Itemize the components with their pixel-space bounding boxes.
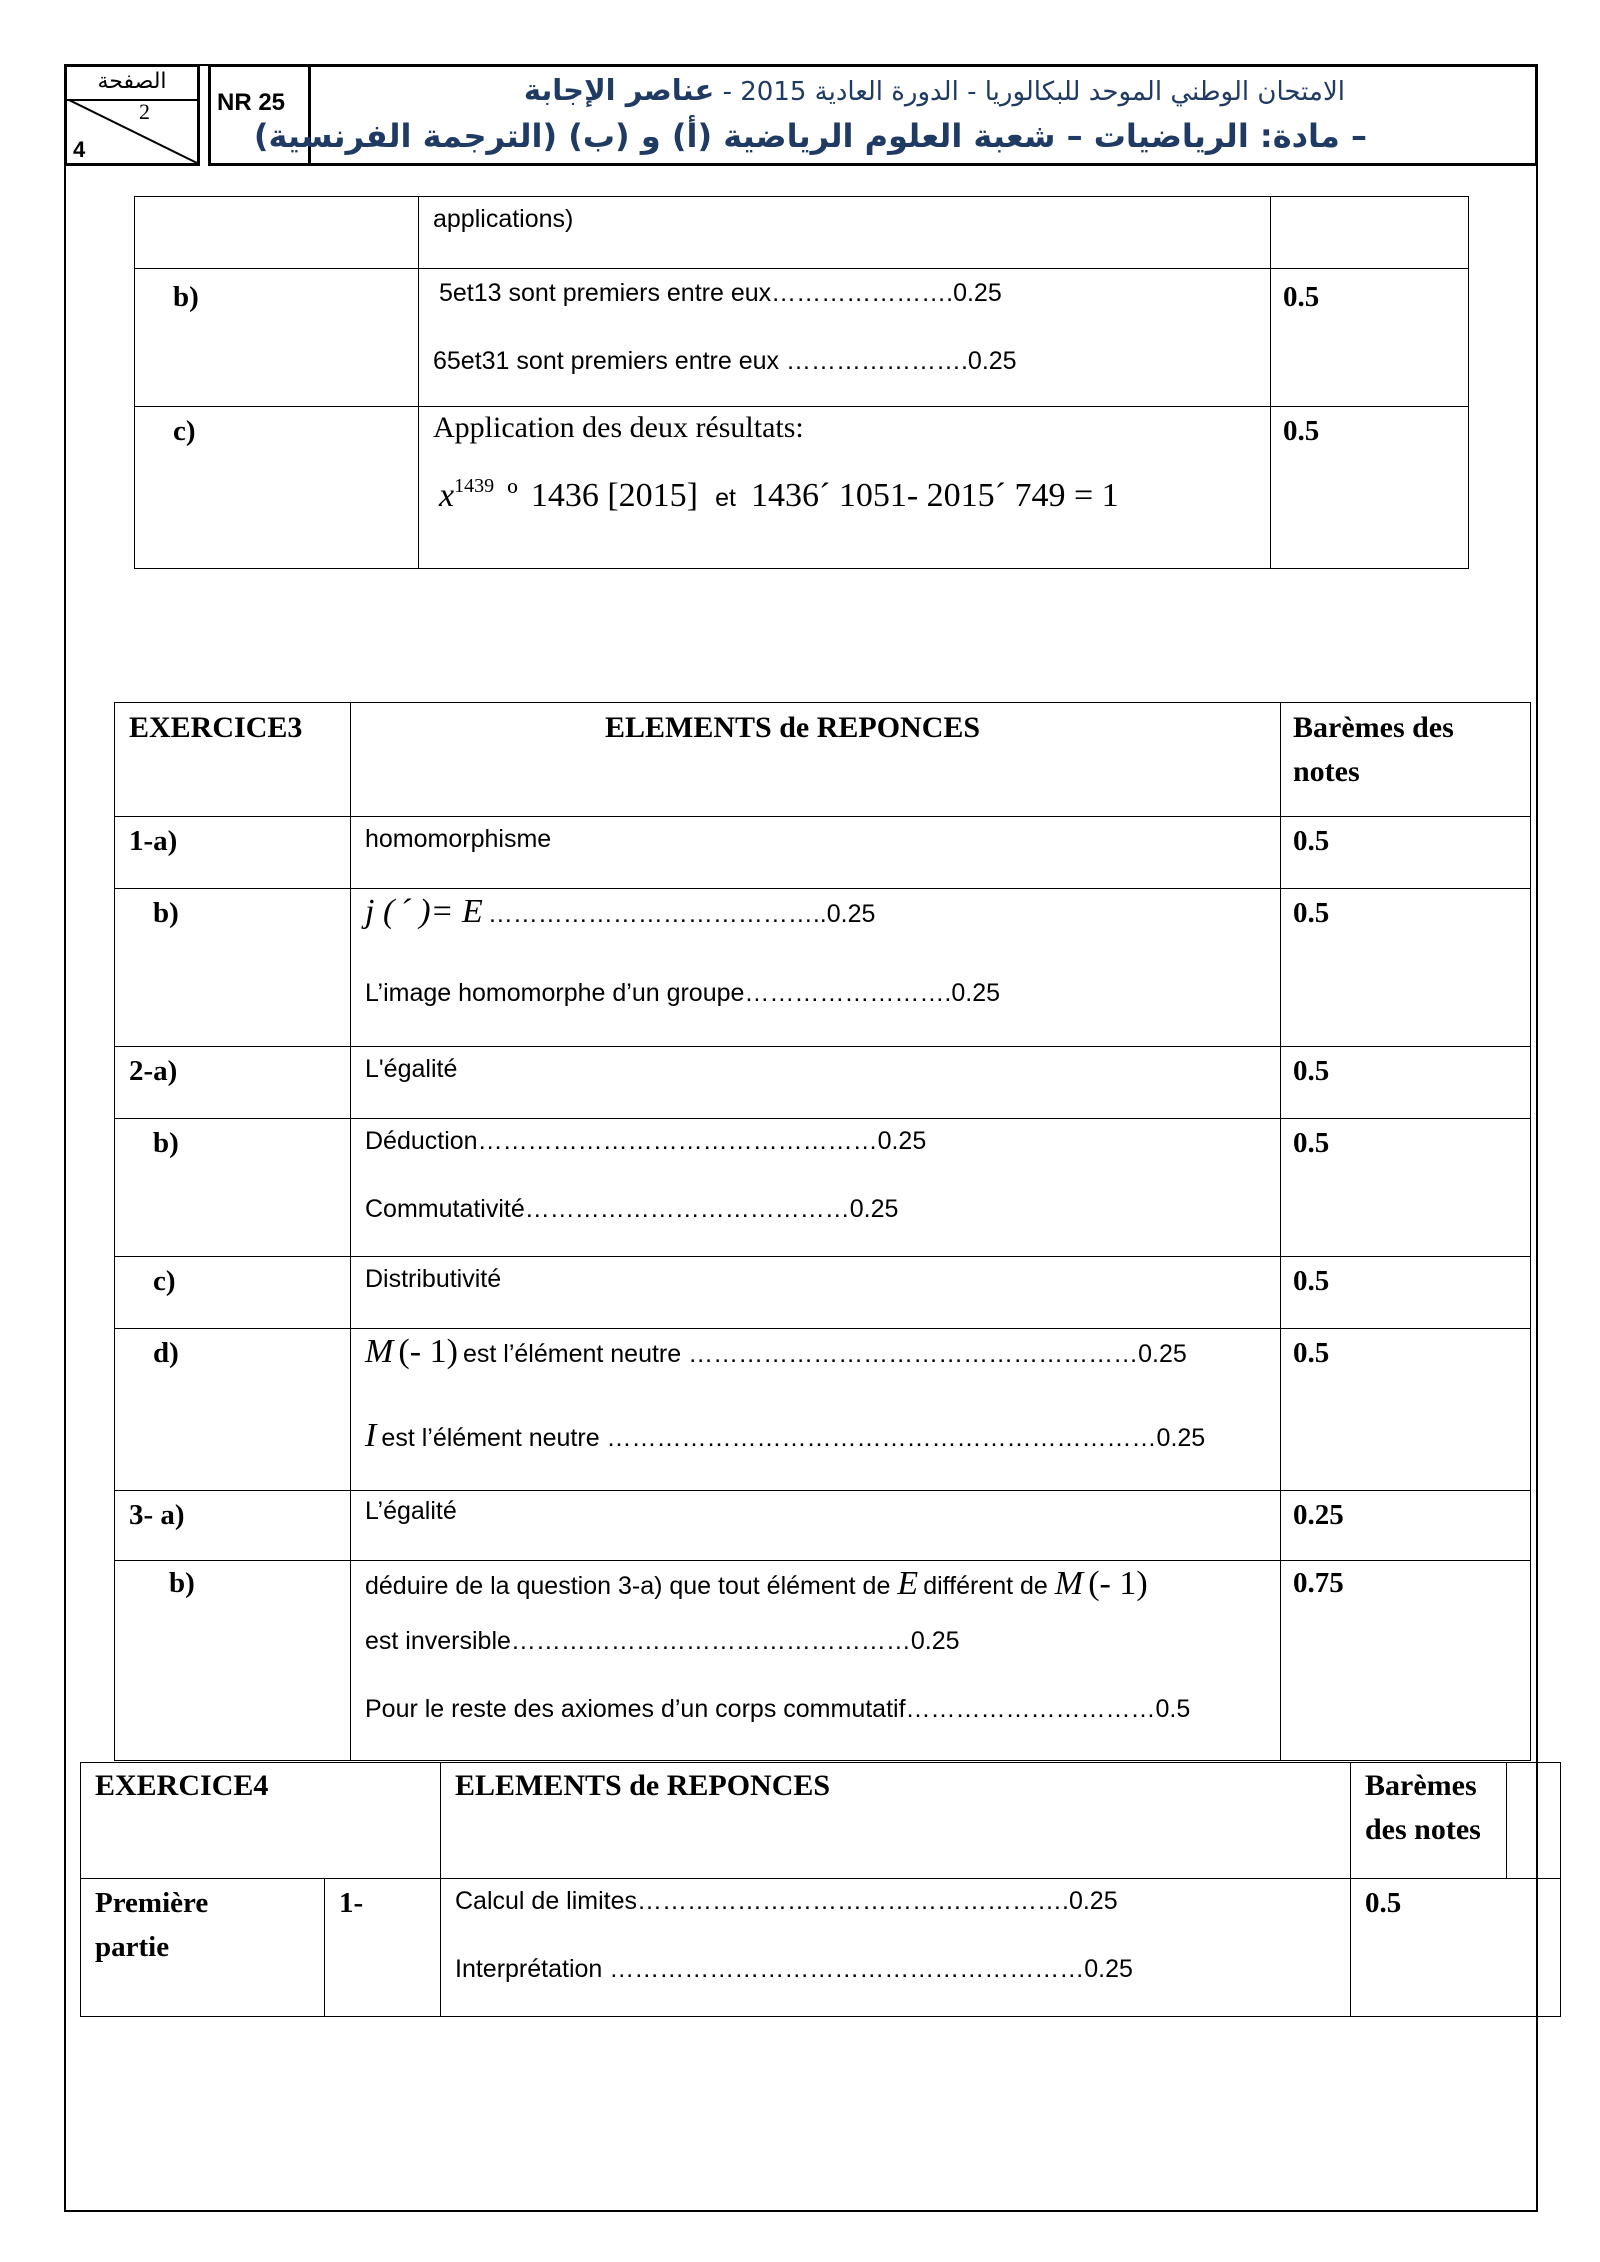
content-cell <box>351 1047 1281 1119</box>
header-cell <box>1351 1763 1507 1879</box>
question-label: b) <box>153 897 179 929</box>
table-row <box>115 1329 1531 1491</box>
exercice3-table <box>114 702 1531 1761</box>
question-label: b) <box>173 281 199 313</box>
answer-line: Commutativité…………………………………0.25 <box>365 1195 899 1223</box>
continued-text: applications) <box>433 205 574 233</box>
answer-text: déduire de la question 3-a) que tout élément de <box>365 1572 898 1600</box>
question-label: b) <box>169 1567 195 1599</box>
content-cell <box>351 889 1281 1047</box>
points-value: 0.5 <box>1283 281 1320 313</box>
page-total: 4 <box>73 137 86 162</box>
table-row <box>115 1491 1531 1561</box>
part-cell <box>81 1879 325 2017</box>
answer-line: L’image homomorphe d’un groupe…………………….0.25 <box>365 979 1001 1007</box>
points-value: 0.5 <box>1293 1055 1330 1087</box>
math-expr: (- 1) <box>1088 1565 1148 1602</box>
answer-text: est l’élément neutre …………………………………………………………0.25 <box>381 1424 1206 1452</box>
math-var: M <box>365 1333 394 1370</box>
exam-code: NR 25 <box>217 89 286 116</box>
exam-title-session: الامتحان الوطني الموحد للبكالوريا - الدورة العادية 2015 - <box>722 77 1345 107</box>
math-expr: (- 1) <box>398 1333 458 1370</box>
math-expr: 1436´ 1051- 2015´ 749 = 1 <box>751 477 1119 514</box>
answer-line: homomorphisme <box>365 825 552 853</box>
part-label: partie <box>95 1931 170 1963</box>
answer-line <box>365 1333 1187 1371</box>
exercice4-table <box>80 1762 1561 2017</box>
table-continuation <box>134 196 1469 569</box>
answer-dots: …………………………………..0.25 <box>487 900 876 928</box>
elements-heading: ELEMENTS de REPONCES <box>455 1769 831 1802</box>
answer-line: Calcul de limites…………………………………………….0.25 <box>455 1887 1118 1915</box>
label-cell <box>115 1257 351 1329</box>
answer-line: est inversible…………………………………………0.25 <box>365 1627 960 1655</box>
question-label: d) <box>153 1337 179 1369</box>
points-cell <box>1281 1257 1531 1329</box>
points-value: 0.5 <box>1365 1887 1402 1919</box>
label-cell <box>115 817 351 889</box>
points-value: 0.5 <box>1293 897 1330 929</box>
answer-line <box>365 1417 1205 1455</box>
points-value: 0.5 <box>1293 1127 1330 1159</box>
answer-line: 5et13 sont premiers entre eux………………….0.25 <box>439 279 1002 307</box>
question-label: 1-a) <box>129 825 178 857</box>
congruence-formula <box>439 474 1119 515</box>
bareme-heading: des notes <box>1365 1813 1481 1846</box>
label-cell <box>135 269 419 407</box>
table-header-row <box>115 703 1531 817</box>
exam-title-answers: عناصر الإجابة <box>523 73 715 107</box>
content-cell <box>419 407 1271 569</box>
table-header-row <box>81 1763 1561 1879</box>
points-cell <box>1281 1119 1531 1257</box>
question-label: 2-a) <box>129 1055 178 1087</box>
math-exponent: 1439 <box>454 474 495 497</box>
content-cell <box>351 817 1281 889</box>
table-row <box>135 269 1469 407</box>
math-expr: ´ )= E <box>399 893 483 930</box>
math-var: x <box>439 477 455 514</box>
table-row <box>115 817 1531 889</box>
exercise-title: EXERCICE3 <box>129 711 303 744</box>
header-cell <box>351 703 1281 817</box>
answer-line: L’égalité <box>365 1497 457 1525</box>
label-cell <box>115 1047 351 1119</box>
answer-line <box>365 1565 1148 1603</box>
question-label: c) <box>153 1265 176 1297</box>
label-cell <box>325 1879 441 2017</box>
bareme-heading: Barèmes des <box>1293 711 1454 744</box>
points-cell <box>1271 197 1469 269</box>
math-symbol: º <box>507 477 518 514</box>
answer-line: Pour le reste des axiomes d’un corps commutatif…………………………0.5 <box>365 1695 1191 1723</box>
points-cell <box>1271 407 1469 569</box>
label-cell <box>135 197 419 269</box>
math-var: I <box>365 1417 377 1454</box>
table-row <box>115 1047 1531 1119</box>
content-cell <box>441 1879 1351 2017</box>
answer-line <box>365 893 875 931</box>
label-cell <box>115 1491 351 1561</box>
answer-text: est l’élément neutre ………………………………………………0.25 <box>462 1340 1187 1368</box>
empty-cell <box>1507 1763 1561 1879</box>
label-cell <box>115 1329 351 1491</box>
header-cell <box>115 703 351 817</box>
bareme-heading: notes <box>1293 755 1360 788</box>
part-label: Première <box>95 1887 209 1919</box>
points-cell <box>1281 1491 1531 1561</box>
table-row <box>115 1119 1531 1257</box>
table-row <box>135 197 1469 269</box>
points-value: 0.75 <box>1293 1567 1344 1599</box>
bareme-heading: Barèmes <box>1365 1769 1477 1802</box>
answer-line: Interprétation …………………………………………………0.25 <box>455 1955 1133 1983</box>
content-cell <box>419 269 1271 407</box>
math-var: E <box>897 1565 919 1602</box>
points-cell <box>1281 1047 1531 1119</box>
exercise-title: EXERCICE4 <box>95 1769 269 1802</box>
content-cell <box>351 1491 1281 1561</box>
header-cell <box>1281 703 1531 817</box>
points-cell <box>1351 1879 1561 2017</box>
diagonal-line-icon <box>67 99 197 163</box>
question-label: 3- a) <box>129 1499 185 1531</box>
math-expr: j ( <box>365 893 395 930</box>
page-number-box <box>64 64 200 166</box>
table-row <box>115 1257 1531 1329</box>
question-label: c) <box>173 415 196 447</box>
table-row <box>135 407 1469 569</box>
content-cell <box>419 197 1271 269</box>
table-row <box>115 889 1531 1047</box>
header-cell <box>81 1763 441 1879</box>
content-cell <box>351 1561 1281 1761</box>
content-cell <box>351 1329 1281 1491</box>
points-value: 0.5 <box>1293 1337 1330 1369</box>
math-var: M <box>1054 1565 1084 1602</box>
answer-text: différent de <box>923 1572 1055 1600</box>
elements-heading: ELEMENTS de REPONCES <box>605 711 981 744</box>
label-cell <box>115 1561 351 1761</box>
label-cell <box>115 889 351 1047</box>
answer-line: Distributivité <box>365 1265 502 1293</box>
answer-line: 65et31 sont premiers entre eux ………………….0.25 <box>433 347 1017 375</box>
exam-title-box <box>253 64 1538 166</box>
points-cell <box>1281 817 1531 889</box>
points-cell <box>1281 1561 1531 1761</box>
answer-line: Application des deux résultats: <box>433 411 804 444</box>
exam-title-line2: – مادة: الرياضيات – شعبة العلوم الرياضية (أ) و (ب) (الترجمة الفرنسية) <box>253 117 1367 155</box>
question-label: 1- <box>339 1887 364 1919</box>
points-value: 0.5 <box>1293 1265 1330 1297</box>
answer-line: L'égalité <box>365 1055 458 1083</box>
table-row <box>115 1561 1531 1761</box>
points-cell <box>1281 889 1531 1047</box>
page-label: الصفحة <box>97 69 167 94</box>
question-label: b) <box>153 1127 179 1159</box>
math-expr: 1436 [2015] <box>530 477 698 514</box>
label-cell <box>135 407 419 569</box>
points-cell <box>1281 1329 1531 1491</box>
content-cell <box>351 1257 1281 1329</box>
points-value: 0.25 <box>1293 1499 1344 1531</box>
points-value: 0.5 <box>1293 825 1330 857</box>
points-cell <box>1271 269 1469 407</box>
content-cell <box>351 1119 1281 1257</box>
math-conjunction: et <box>715 484 736 512</box>
page-number: 2 <box>139 99 150 124</box>
points-value: 0.5 <box>1283 415 1320 447</box>
header-cell <box>441 1763 1351 1879</box>
answer-line: Déduction…………………………………………0.25 <box>365 1127 927 1155</box>
exam-title-line1 <box>524 73 1345 107</box>
table-row <box>81 1879 1561 2017</box>
label-cell <box>115 1119 351 1257</box>
